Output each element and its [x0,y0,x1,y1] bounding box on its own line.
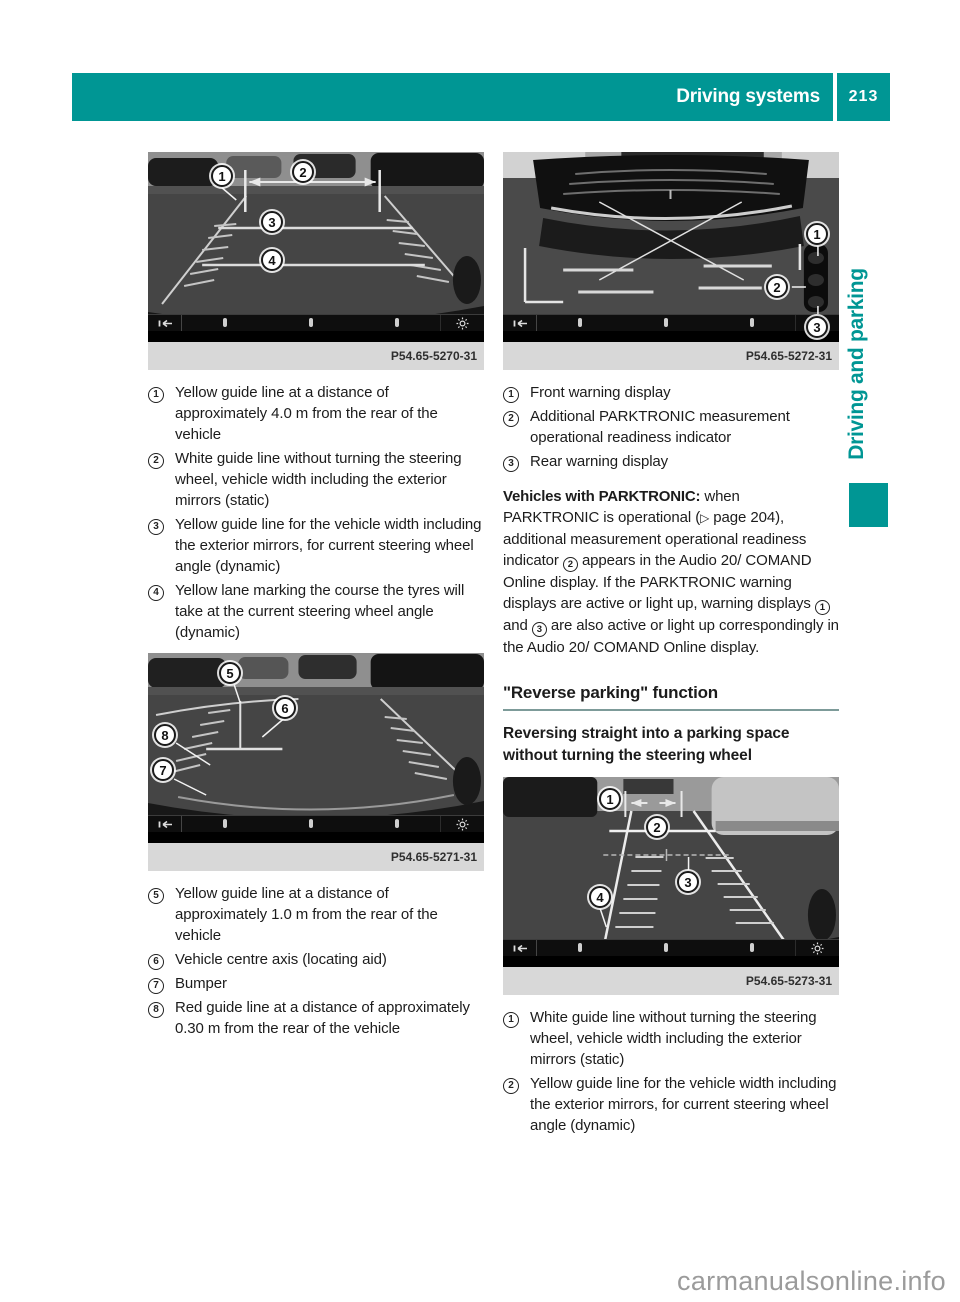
figure-caption: P54.65-5270-31 [148,342,484,370]
chapter-header-bar [72,73,833,121]
screen-bottom-strip [503,331,839,342]
callout-marker: 7 [152,759,174,781]
item-number-badge: 1 [148,387,164,403]
legend-text: White guide line without turning the steering wheel, vehicle width including the exterior mirrors (static) [530,1009,817,1068]
camera-photo [148,152,484,342]
legend-text: White guide line without turning the steering wheel, vehicle width including the exterior mirrors (static) [175,450,462,509]
callout-marker: 8 [154,724,176,746]
legend-item [503,1073,839,1136]
camera-figure-5270 [148,152,484,370]
legend-text: Yellow guide line at a distance of approximately 4.0 m from the rear of the vehicle [175,384,438,443]
parktronic-paragraph: Vehicles with PARKTRONIC: when PARKTRONIC is operational (▷ page 204), additional measurement operational readiness indicator 2 appears in the Audio 20/ COMAND Online display. If the PARKTRONIC warning displays are active or light up, warning displays 1 and 3 are also active or light up correspondingly in the Audio 20/ COMAND Online display. [503,488,839,656]
legend-item [503,1007,839,1070]
figure-caption: P54.65-5273-31 [503,967,839,995]
item-number-badge: 3 [503,456,519,472]
phone-icon [223,314,227,332]
camera-photo [503,777,839,967]
callout-marker: 3 [677,871,699,893]
legend-text: Yellow guide line at a distance of approximately 1.0 m from the rear of the vehicle [175,885,438,944]
legend-list-5270 [148,382,484,643]
brightness-icon [440,816,484,832]
left-column [148,152,484,1049]
watermark-text: carmanualsonline.info [677,1266,946,1296]
phone-icon [578,939,582,957]
callout-marker: 1 [599,788,621,810]
item-number-badge: 8 [148,1002,164,1018]
callout-marker: 3 [261,211,283,233]
inline-callout-3: 3 [532,622,547,637]
item-number-badge: 1 [503,1012,519,1028]
legend-text: Rear warning display [530,453,669,470]
camera-icon [750,314,754,332]
back-icon [503,315,537,331]
legend-text: Front warning display [530,384,671,401]
right-column [503,152,839,1146]
camera-icon [309,314,313,332]
item-number-badge: 2 [503,411,519,427]
callout-marker: 5 [219,662,241,684]
figure-caption: P54.65-5272-31 [503,342,839,370]
legend-item [148,448,484,511]
legend-item [503,382,839,403]
legend-item [148,883,484,946]
item-number-badge: 4 [148,585,164,601]
camera-icon [309,815,313,833]
callout-marker: 2 [646,816,668,838]
item-number-badge: 3 [148,519,164,535]
back-icon [503,940,537,956]
legend-list-5271 [148,883,484,1039]
screen-bottom-strip [148,331,484,342]
inline-callout-1: 1 [815,600,830,615]
camera-toolbar [503,314,839,331]
legend-text: Vehicle centre axis (locating aid) [175,951,387,968]
camera-icon [664,314,668,332]
paragraph-bold-lead: Vehicles with PARKTRONIC: [503,488,701,505]
legend-item [148,580,484,643]
legend-text: Additional PARKTRONIC measurement operational readiness indicator [530,408,790,446]
page-number-badge [837,73,890,121]
legend-item [503,406,839,448]
item-number-badge: 6 [148,954,164,970]
legend-text: Yellow lane marking the course the tyres will take at the current steering wheel angle (dynamic) [175,582,465,641]
legend-text: Yellow guide line for the vehicle width including the exterior mirrors, for current steering wheel angle (dynamic) [175,516,482,575]
legend-item [148,949,484,970]
chapter-index-marker [849,483,888,527]
camera-icon [395,815,399,833]
chapter-title: Driving systems [676,86,820,107]
page-number: 213 [848,88,879,105]
legend-item [148,997,484,1039]
item-number-badge: 2 [148,453,164,469]
item-number-badge: 2 [503,1078,519,1094]
camera-photo [503,152,839,342]
item-number-badge: 7 [148,978,164,994]
callout-marker: 2 [292,161,314,183]
camera-photo [148,653,484,843]
back-icon [148,315,182,331]
phone-icon [578,314,582,332]
camera-toolbar [148,314,484,331]
figure-caption: P54.65-5271-31 [148,843,484,871]
back-icon [148,816,182,832]
screen-bottom-strip [503,956,839,967]
camera-figure-5272 [503,152,839,370]
callout-marker: 1 [211,165,233,187]
legend-item [148,973,484,994]
camera-toolbar [503,939,839,956]
legend-item [148,514,484,577]
legend-list-5273 [503,1007,839,1136]
legend-text: Yellow guide line for the vehicle width including the exterior mirrors, for current steering wheel angle (dynamic) [530,1075,837,1134]
camera-figure-5273 [503,777,839,995]
camera-icon [750,939,754,957]
sidebar-chapter-tab [838,256,876,472]
legend-text: Red guide line at a distance of approximately 0.30 m from the rear of the vehicle [175,999,470,1037]
callout-marker: 1 [806,223,828,245]
camera-toolbar [148,815,484,832]
inline-callout-2: 2 [563,557,578,572]
sidebar-chapter-label: Driving and parking [845,268,868,460]
subsection-heading: Reversing straight into a parking space without turning the steering wheel [503,725,790,764]
callout-marker: 3 [806,316,828,338]
screen-bottom-strip [148,832,484,843]
brightness-icon [795,940,839,956]
legend-text: Bumper [175,975,227,992]
legend-item [503,451,839,472]
callout-marker: 6 [274,697,296,719]
camera-figure-5271 [148,653,484,871]
legend-item [148,382,484,445]
callout-marker: 4 [261,249,283,271]
phone-icon [223,815,227,833]
page-reference-triangle-icon: ▷ [700,511,710,525]
camera-icon [664,939,668,957]
item-number-badge: 5 [148,888,164,904]
section-heading: "Reverse parking" function [503,683,839,711]
item-number-badge: 1 [503,387,519,403]
brightness-icon [440,315,484,331]
legend-list-5272 [503,382,839,472]
callout-marker: 4 [589,886,611,908]
callout-marker: 2 [766,276,788,298]
camera-icon [395,314,399,332]
